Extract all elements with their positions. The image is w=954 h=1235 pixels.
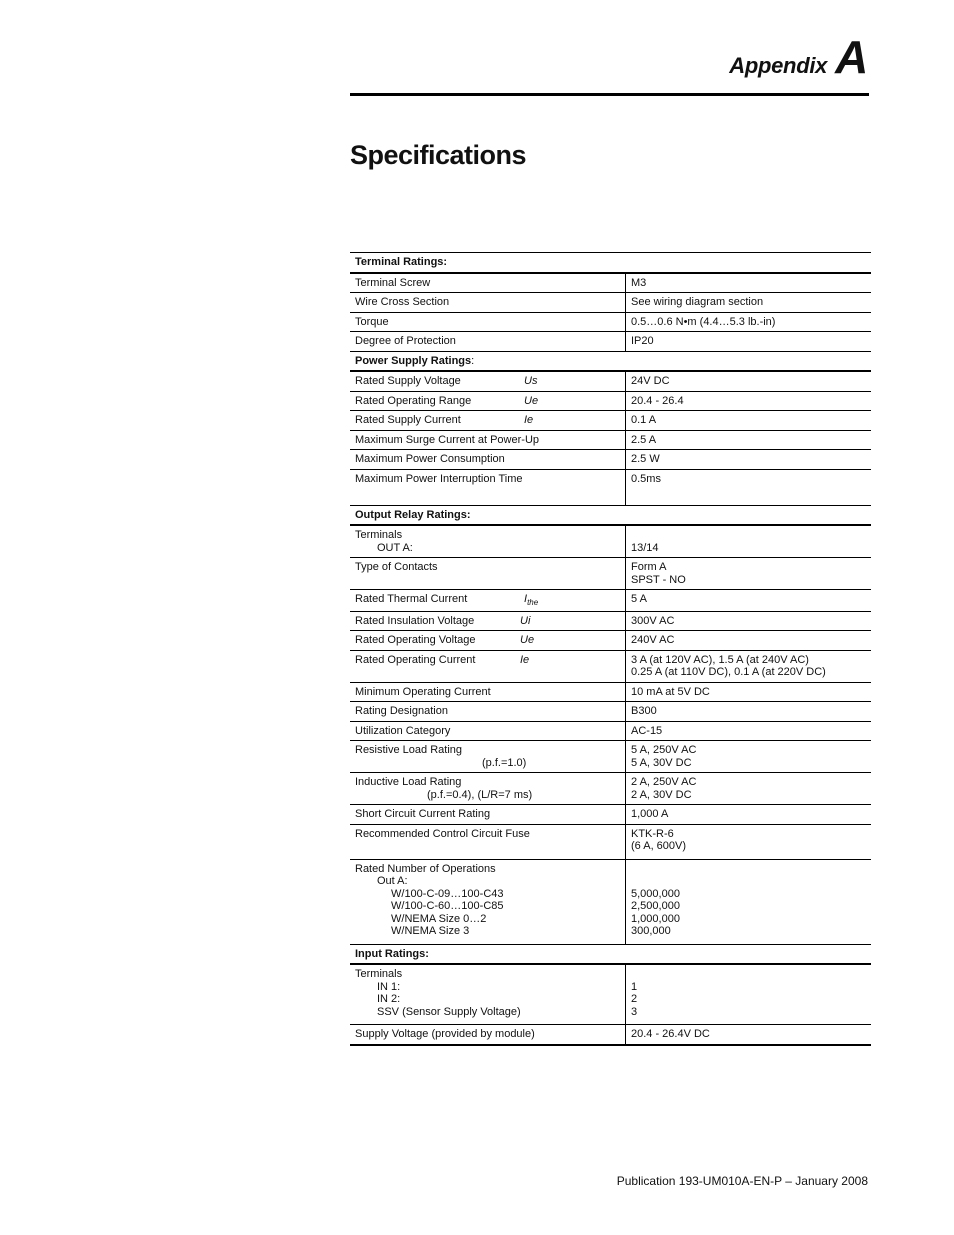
specifications-table — [350, 252, 871, 1046]
label-text: Terminals — [355, 968, 403, 980]
row-label: Short Circuit Current Rating — [350, 805, 626, 825]
row-label: Terminal Screw — [350, 273, 626, 293]
value-line: 300,000 — [631, 925, 671, 937]
label-sub: OUT A: — [377, 541, 413, 554]
row-value: 10 mA at 5V DC — [626, 682, 872, 702]
row-label: Wire Cross Section — [350, 293, 626, 313]
table-row — [350, 273, 871, 293]
table-row — [350, 721, 871, 741]
row-label: Maximum Surge Current at Power-Up — [350, 430, 626, 450]
label-text: Rated Thermal Current — [355, 593, 468, 605]
value-line: 1,000,000 — [631, 912, 680, 925]
label-text: Terminals — [355, 529, 403, 541]
section-label: Output Relay Ratings: — [350, 505, 871, 525]
row-label — [350, 859, 626, 944]
value-line: SPST - NO — [631, 573, 686, 586]
table-row — [350, 411, 871, 431]
row-label — [350, 525, 626, 558]
symbol: Ue — [520, 634, 535, 646]
row-value — [626, 741, 872, 773]
row-label: Maximum Power Interruption Time — [350, 469, 626, 505]
label-item: W/NEMA Size 0…2 — [391, 912, 487, 925]
table-row — [350, 824, 871, 859]
appendix-word: Appendix — [729, 53, 828, 78]
table-row — [350, 450, 871, 470]
table-row — [350, 741, 871, 773]
label-text: Resistive Load Rating — [355, 744, 463, 756]
value-line: 2,500,000 — [631, 900, 680, 912]
value-line: 2 — [631, 993, 638, 1005]
section-label — [350, 351, 871, 371]
row-label: Torque — [350, 312, 626, 332]
row-value — [626, 650, 872, 682]
row-value: 2.5 W — [626, 450, 872, 470]
row-value — [626, 824, 872, 859]
label-text: Inductive Load Rating — [355, 776, 462, 788]
row-value — [626, 558, 872, 590]
section-label-text: Power Supply Ratings — [355, 354, 472, 367]
row-value: 0.1 A — [626, 411, 872, 431]
header-rule — [350, 93, 869, 96]
row-value: 20.4 - 26.4 — [626, 391, 872, 411]
row-label — [350, 391, 626, 411]
label-text: Rated Operating Range — [355, 394, 472, 407]
section-output-relay-ratings — [350, 505, 871, 525]
section-terminal-ratings — [350, 253, 871, 273]
row-label: Recommended Control Circuit Fuse — [350, 824, 626, 859]
row-label: Type of Contacts — [350, 558, 626, 590]
row-value — [626, 773, 872, 805]
table-row — [350, 702, 871, 722]
row-value: 2.5 A — [626, 430, 872, 450]
label-sub: Out A: — [377, 875, 408, 887]
row-value — [626, 964, 872, 1025]
row-label — [350, 590, 626, 612]
row-value: 20.4 - 26.4V DC — [626, 1025, 872, 1045]
symbol-subscript: the — [527, 598, 539, 608]
section-label-colon: : — [471, 354, 475, 367]
row-label — [350, 611, 626, 631]
appendix-letter: A — [835, 31, 868, 83]
label-item: IN 1: — [377, 980, 401, 993]
table-row — [350, 332, 871, 352]
row-value — [626, 859, 872, 944]
row-label — [350, 371, 626, 391]
table-row — [350, 293, 871, 313]
table-row — [350, 682, 871, 702]
label-sub: (p.f.=0.4), (L/R=7 ms) — [427, 788, 533, 801]
row-label: Minimum Operating Current — [350, 682, 626, 702]
table-row — [350, 469, 871, 505]
row-label: Utilization Category — [350, 721, 626, 741]
row-value: 1,000 A — [626, 805, 872, 825]
row-label — [350, 773, 626, 805]
publication-footer: Publication 193-UM010A-EN-P – January 2008 — [616, 1174, 868, 1188]
value-line: 5 A, 250V AC — [631, 744, 697, 756]
symbol — [524, 593, 538, 610]
label-text: Rated Supply Current — [355, 414, 461, 426]
table-row — [350, 371, 871, 391]
value-line: 3 — [631, 1005, 638, 1018]
section-label: Input Ratings: — [350, 944, 871, 964]
value-line: 0.25 A (at 110V DC), 0.1 A (at 220V DC) — [631, 666, 826, 678]
row-value: 0.5…0.6 N•m (4.4…5.3 lb.-in) — [626, 312, 872, 332]
table-row — [350, 525, 871, 558]
row-value: AC-15 — [626, 721, 872, 741]
label-text: Rated Operating Voltage — [355, 634, 476, 646]
table-row — [350, 964, 871, 1025]
section-label: Terminal Ratings: — [350, 253, 871, 273]
label-item: W/100-C-60…100-C85 — [391, 900, 504, 912]
value-line: KTK-R-6 — [631, 827, 674, 840]
table-row — [350, 558, 871, 590]
table-row — [350, 805, 871, 825]
label-sub: (p.f.=1.0) — [482, 756, 527, 769]
label-item: W/NEMA Size 3 — [391, 925, 470, 937]
row-value: M3 — [626, 273, 872, 293]
symbol: Ie — [520, 653, 530, 666]
value-text: 13/14 — [631, 541, 659, 554]
symbol: Ue — [524, 394, 539, 407]
row-label — [350, 741, 626, 773]
row-value: 24V DC — [626, 371, 872, 391]
value-line: (6 A, 600V) — [631, 840, 687, 852]
value-line: 2 A, 30V DC — [631, 788, 692, 801]
row-value: 300V AC — [626, 611, 872, 631]
value-line: 2 A, 250V AC — [631, 776, 697, 788]
label-text: Rated Insulation Voltage — [355, 614, 475, 627]
label-item: IN 2: — [377, 993, 401, 1005]
label-text: Rated Number of Operations — [355, 862, 496, 875]
table-row — [350, 611, 871, 631]
row-value: B300 — [626, 702, 872, 722]
section-input-ratings — [350, 944, 871, 964]
table-row — [350, 650, 871, 682]
label-text: Rated Operating Current — [355, 653, 476, 666]
table-row — [350, 391, 871, 411]
row-label — [350, 411, 626, 431]
table-row — [350, 430, 871, 450]
value-line: 5,000,000 — [631, 887, 680, 900]
table-row — [350, 773, 871, 805]
table-row — [350, 1025, 871, 1045]
section-power-supply-ratings — [350, 351, 871, 371]
row-value: 0.5ms — [626, 469, 872, 505]
row-label: Degree of Protection — [350, 332, 626, 352]
label-text: Rated Supply Voltage — [355, 375, 461, 387]
symbol-main: I — [524, 593, 528, 605]
row-label: Rating Designation — [350, 702, 626, 722]
row-label: Maximum Power Consumption — [350, 450, 626, 470]
symbol: Ie — [524, 414, 534, 426]
table-row — [350, 590, 871, 612]
label-item: W/100-C-09…100-C43 — [391, 887, 504, 900]
table-row — [350, 631, 871, 651]
table-row — [350, 312, 871, 332]
value-line: Form A — [631, 561, 667, 573]
appendix-heading — [729, 31, 868, 83]
row-value: See wiring diagram section — [626, 293, 872, 313]
table-row — [350, 859, 871, 944]
row-label — [350, 650, 626, 682]
symbol: Us — [524, 375, 538, 387]
symbol: Ui — [520, 614, 531, 627]
label-item: SSV (Sensor Supply Voltage) — [377, 1005, 521, 1018]
value-line: 1 — [631, 980, 638, 993]
row-label — [350, 631, 626, 651]
row-value: 5 A — [626, 590, 872, 612]
row-label — [350, 964, 626, 1025]
row-value: 240V AC — [626, 631, 872, 651]
page-title: Specifications — [350, 140, 527, 170]
row-value: IP20 — [626, 332, 872, 352]
value-line: 3 A (at 120V AC), 1.5 A (at 240V AC) — [631, 653, 809, 666]
value-line: 5 A, 30V DC — [631, 756, 692, 769]
row-value — [626, 525, 872, 558]
row-label: Supply Voltage (provided by module) — [350, 1025, 626, 1045]
